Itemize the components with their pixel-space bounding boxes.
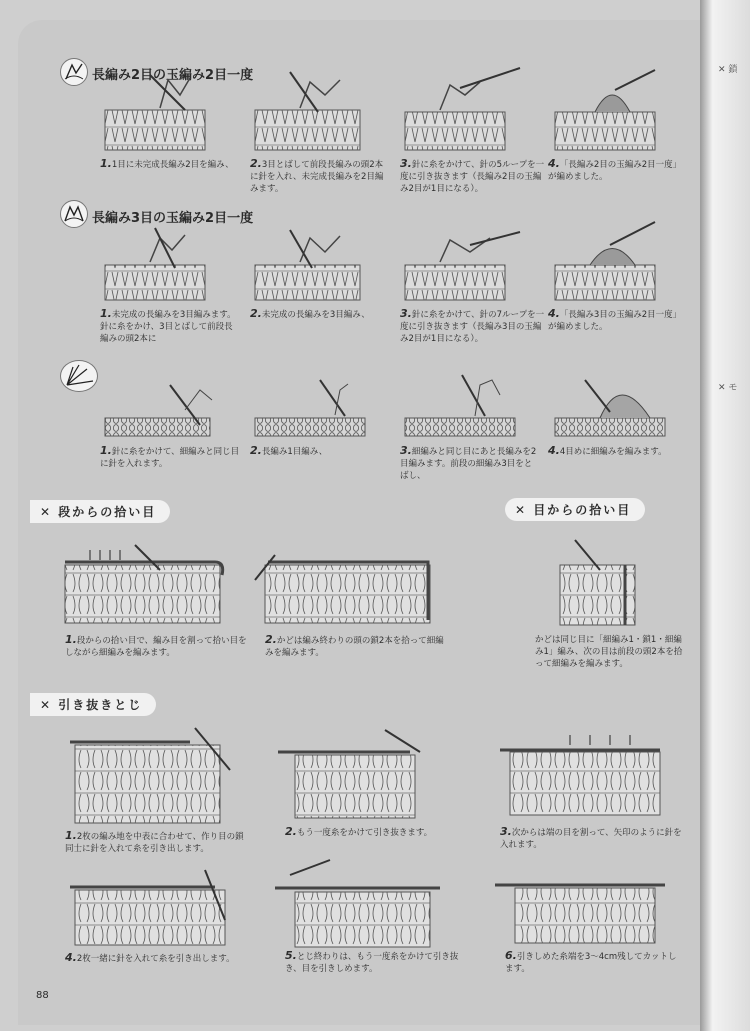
caption-tr2-step-3: 3.針に糸をかけて、針の5ループを一度に引き抜きます（長編み2目の玉編み2目が1目になる）。 <box>400 157 545 194</box>
section-header-slip-join: ✕ 引き抜きとじ <box>30 693 156 716</box>
pickup-rows-figure-1 <box>65 545 223 623</box>
caption-tr2-step-4: 4.「長編み2目の玉編み2目一度」が編めました。 <box>548 157 682 182</box>
tr3-step-1-figure <box>105 228 205 300</box>
tr2-step-4-figure <box>555 70 655 150</box>
caption-fan-step-1: 1.針に糸をかけて、細編みと同じ目に針を入れます。 <box>100 444 240 469</box>
tr2-step-1-figure <box>105 75 205 150</box>
caption-fan-step-2: 2.長編み1目編み、 <box>250 444 328 457</box>
caption-pickup-rows-1: 1.段からの拾い目で、編み目を割って拾い目をしながら細編みを編みます。 <box>65 633 247 658</box>
section-title-tr2: 長編み2目の玉編み2目一度 <box>92 68 254 83</box>
caption-fan-step-4: 4.4目めに細編みを編みます。 <box>548 444 667 457</box>
slip-join-figure-6 <box>495 885 665 943</box>
caption-slip-join-6: 6.引きしめた糸端を3〜4cm残してカットします。 <box>505 949 677 974</box>
caption-tr3-step-4: 4.「長編み3目の玉編み2目一度」が編めました。 <box>548 307 682 332</box>
section-title-tr3: 長編み3目の玉編み2目一度 <box>92 211 254 226</box>
caption-fan-step-3: 3.細編みと同じ目にあと長編みを2目編みます。前段の細編み3目をとばし、 <box>400 444 537 481</box>
caption-tr3-step-1: 1.未完成の長編みを3目編みます。針に糸をかけ、3目とばして前段長編みの頭2本に <box>100 307 236 344</box>
fan-step-2-figure <box>255 380 365 436</box>
slip-join-figure-5 <box>275 860 440 947</box>
caption-tr2-step-1: 1.1目に未完成長編み2目を編み、 <box>100 157 234 170</box>
section-header-pickup-stitches: ✕ 目からの拾い目 <box>505 498 645 521</box>
caption-tr2-step-2: 2.3目とばして前段長編みの頭2本に針を入れ、未完成長編みを2目編みます。 <box>250 157 384 194</box>
next-page-fragment: ✕ 鎖 <box>718 65 738 75</box>
slip-join-figure-1 <box>70 728 230 823</box>
tr3-step-2-figure <box>255 230 360 300</box>
tr3-step-3-figure <box>405 232 520 300</box>
caption-tr3-step-3: 3.針に糸をかけて、針の7ループを一度に引き抜きます（長編み3目の玉編み2目が1目になる）。 <box>400 307 545 344</box>
caption-slip-join-1: 1.2枚の編み地を中表に合わせて、作り目の鎖同士に針を入れて糸を引き出します。 <box>65 829 244 854</box>
caption-tr3-step-2: 2.未完成の長編みを3目編み、 <box>250 307 370 320</box>
section-header-pickup-rows: ✕ 段からの拾い目 <box>30 500 170 523</box>
caption-pickup-stitches: かどは同じ目に「細編み1・鎖1・細編み1」編み、次の目は前段の頭2本を拾って細編みを編みます。 <box>535 635 683 669</box>
tr2-step-3-figure <box>405 68 520 150</box>
caption-slip-join-4: 4.2枚一緒に針を入れて糸を引き出します。 <box>65 951 235 964</box>
slip-join-figure-2 <box>278 730 420 818</box>
pickup-rows-figure-2 <box>255 555 430 623</box>
slip-join-figure-4 <box>70 870 225 945</box>
caption-slip-join-2: 2.もう一度糸をかけて引き抜きます。 <box>285 825 433 838</box>
fan-step-1-figure <box>105 385 212 436</box>
slip-join-figure-3 <box>500 735 660 815</box>
pickup-stitches-figure <box>560 540 635 625</box>
fan-step-4-figure <box>555 380 665 436</box>
next-page-fragment: ✕ モ <box>718 383 738 393</box>
caption-slip-join-5: 5.とじ終わりは、もう一度糸をかけて引き抜き、目を引きしめます。 <box>285 949 459 974</box>
tr2-step-2-figure <box>255 72 360 150</box>
caption-slip-join-3: 3.次からは端の目を割って、矢印のように針を入れます。 <box>500 825 682 850</box>
caption-pickup-rows-2: 2.かどは編み終わりの頭の鎖2本を拾って細編みを編みます。 <box>265 633 444 658</box>
page-number: 88 <box>36 990 49 1001</box>
fan-step-3-figure <box>405 375 515 436</box>
tr3-step-4-figure <box>555 222 655 300</box>
